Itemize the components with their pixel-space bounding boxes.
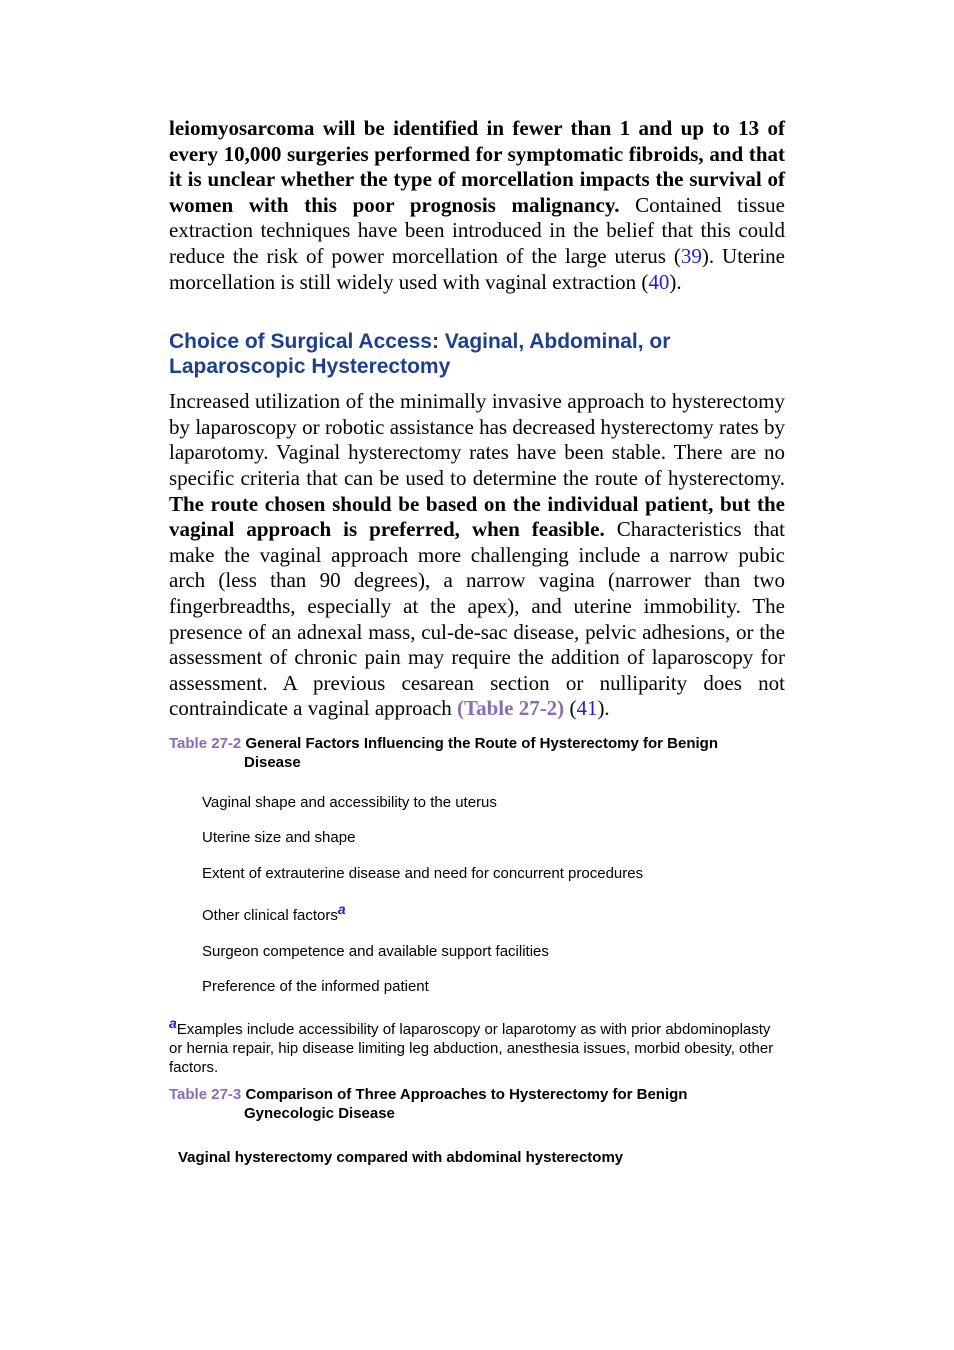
table-title: General Factors Influencing the Route of Hysterectomy for Benign xyxy=(245,734,719,752)
paragraph-morcellation xyxy=(169,116,785,295)
table-footnote xyxy=(169,1014,785,1077)
text: ). xyxy=(669,269,682,294)
list-item: Uterine size and shape xyxy=(202,829,356,847)
table-title-continued: Gynecologic Disease xyxy=(244,1104,395,1122)
table-caption xyxy=(169,734,785,772)
paragraph-surgical-access xyxy=(169,389,785,722)
citation-link[interactable]: 41 xyxy=(576,696,598,721)
bold-statement: leiomyosarcoma will be identified in fewer than 1 and up to 13 of every 10,000 surgeries performed for symptomatic fibroids, and that it is unclear whether the type of morcellation impacts the survival of women with this poor prognosis malignancy. xyxy=(169,116,785,217)
table-title: Comparison of Three Approaches to Hysterectomy for Benign xyxy=(245,1085,688,1103)
text: ( xyxy=(564,696,577,721)
citation-link[interactable]: 39 xyxy=(680,243,702,268)
list-item xyxy=(202,900,785,925)
table-factor-list xyxy=(202,794,785,997)
text: Contained tissue extraction techniques have been introduced in the belief that this could reduce the risk of power morcellation of the large uterus ( xyxy=(169,192,785,268)
text: Increased utilization of the minimally invasive approach to hysterectomy by laparoscopy or robotic assistance has decreased hysterectomy rates by laparotomy. Vaginal hysterectomy rates have been stable. There are no specific criteria that can be used to determine the route of hysterectomy. xyxy=(169,389,785,490)
list-item-text: Other clinical factors xyxy=(202,907,338,925)
footnote-marker: a xyxy=(169,1014,177,1031)
text: ). xyxy=(597,696,610,721)
table-number: Table 27-2 xyxy=(169,734,242,752)
list-item: Preference of the informed patient xyxy=(202,978,429,996)
table-caption xyxy=(169,1085,785,1123)
list-item: Surgeon competence and available support facilities xyxy=(202,942,549,960)
footnote-marker[interactable]: a xyxy=(337,901,346,918)
table-subheading: Vaginal hysterectomy compared with abdominal hysterectomy xyxy=(178,1148,624,1166)
text: Characteristics that make the vaginal approach more challenging include a narrow pubic arch (less than 90 degrees), a narrow vagina (narrower than two fingerbreadths, especially at the apex), and uterine immobility. The presence of an adnexal mass, cul-de-sac disease, pelvic adhesions, or the assessment of chronic pain may require the addition of laparoscopy for assessment. A previous cesarean section or nulliparity does not contraindicate a vaginal approach xyxy=(169,517,785,721)
table-title-continued: Disease xyxy=(244,753,301,771)
table-reference-link[interactable]: (Table 27-2) xyxy=(457,696,565,721)
table-number: Table 27-3 xyxy=(169,1085,242,1103)
bold-statement: The route chosen should be based on the individual patient, but the vaginal approach is preferred, when feasible. xyxy=(169,491,785,542)
page-content xyxy=(169,116,785,1167)
section-heading: Choice of Surgical Access: Vaginal, Abdominal, or Laparoscopic Hysterectomy xyxy=(169,330,671,379)
list-item: Vaginal shape and accessibility to the uterus xyxy=(202,793,497,811)
list-item: Extent of extrauterine disease and need for concurrent procedures xyxy=(202,864,644,882)
text: ). Uterine morcellation is still widely used with vaginal extraction ( xyxy=(169,243,785,294)
citation-link[interactable]: 40 xyxy=(648,269,670,294)
footnote-text: Examples include accessibility of laparoscopy or laparotomy as with prior abdominoplasty or hernia repair, hip disease limiting leg abduction, anesthesia issues, morbid obesity, other factors. xyxy=(169,1020,774,1076)
